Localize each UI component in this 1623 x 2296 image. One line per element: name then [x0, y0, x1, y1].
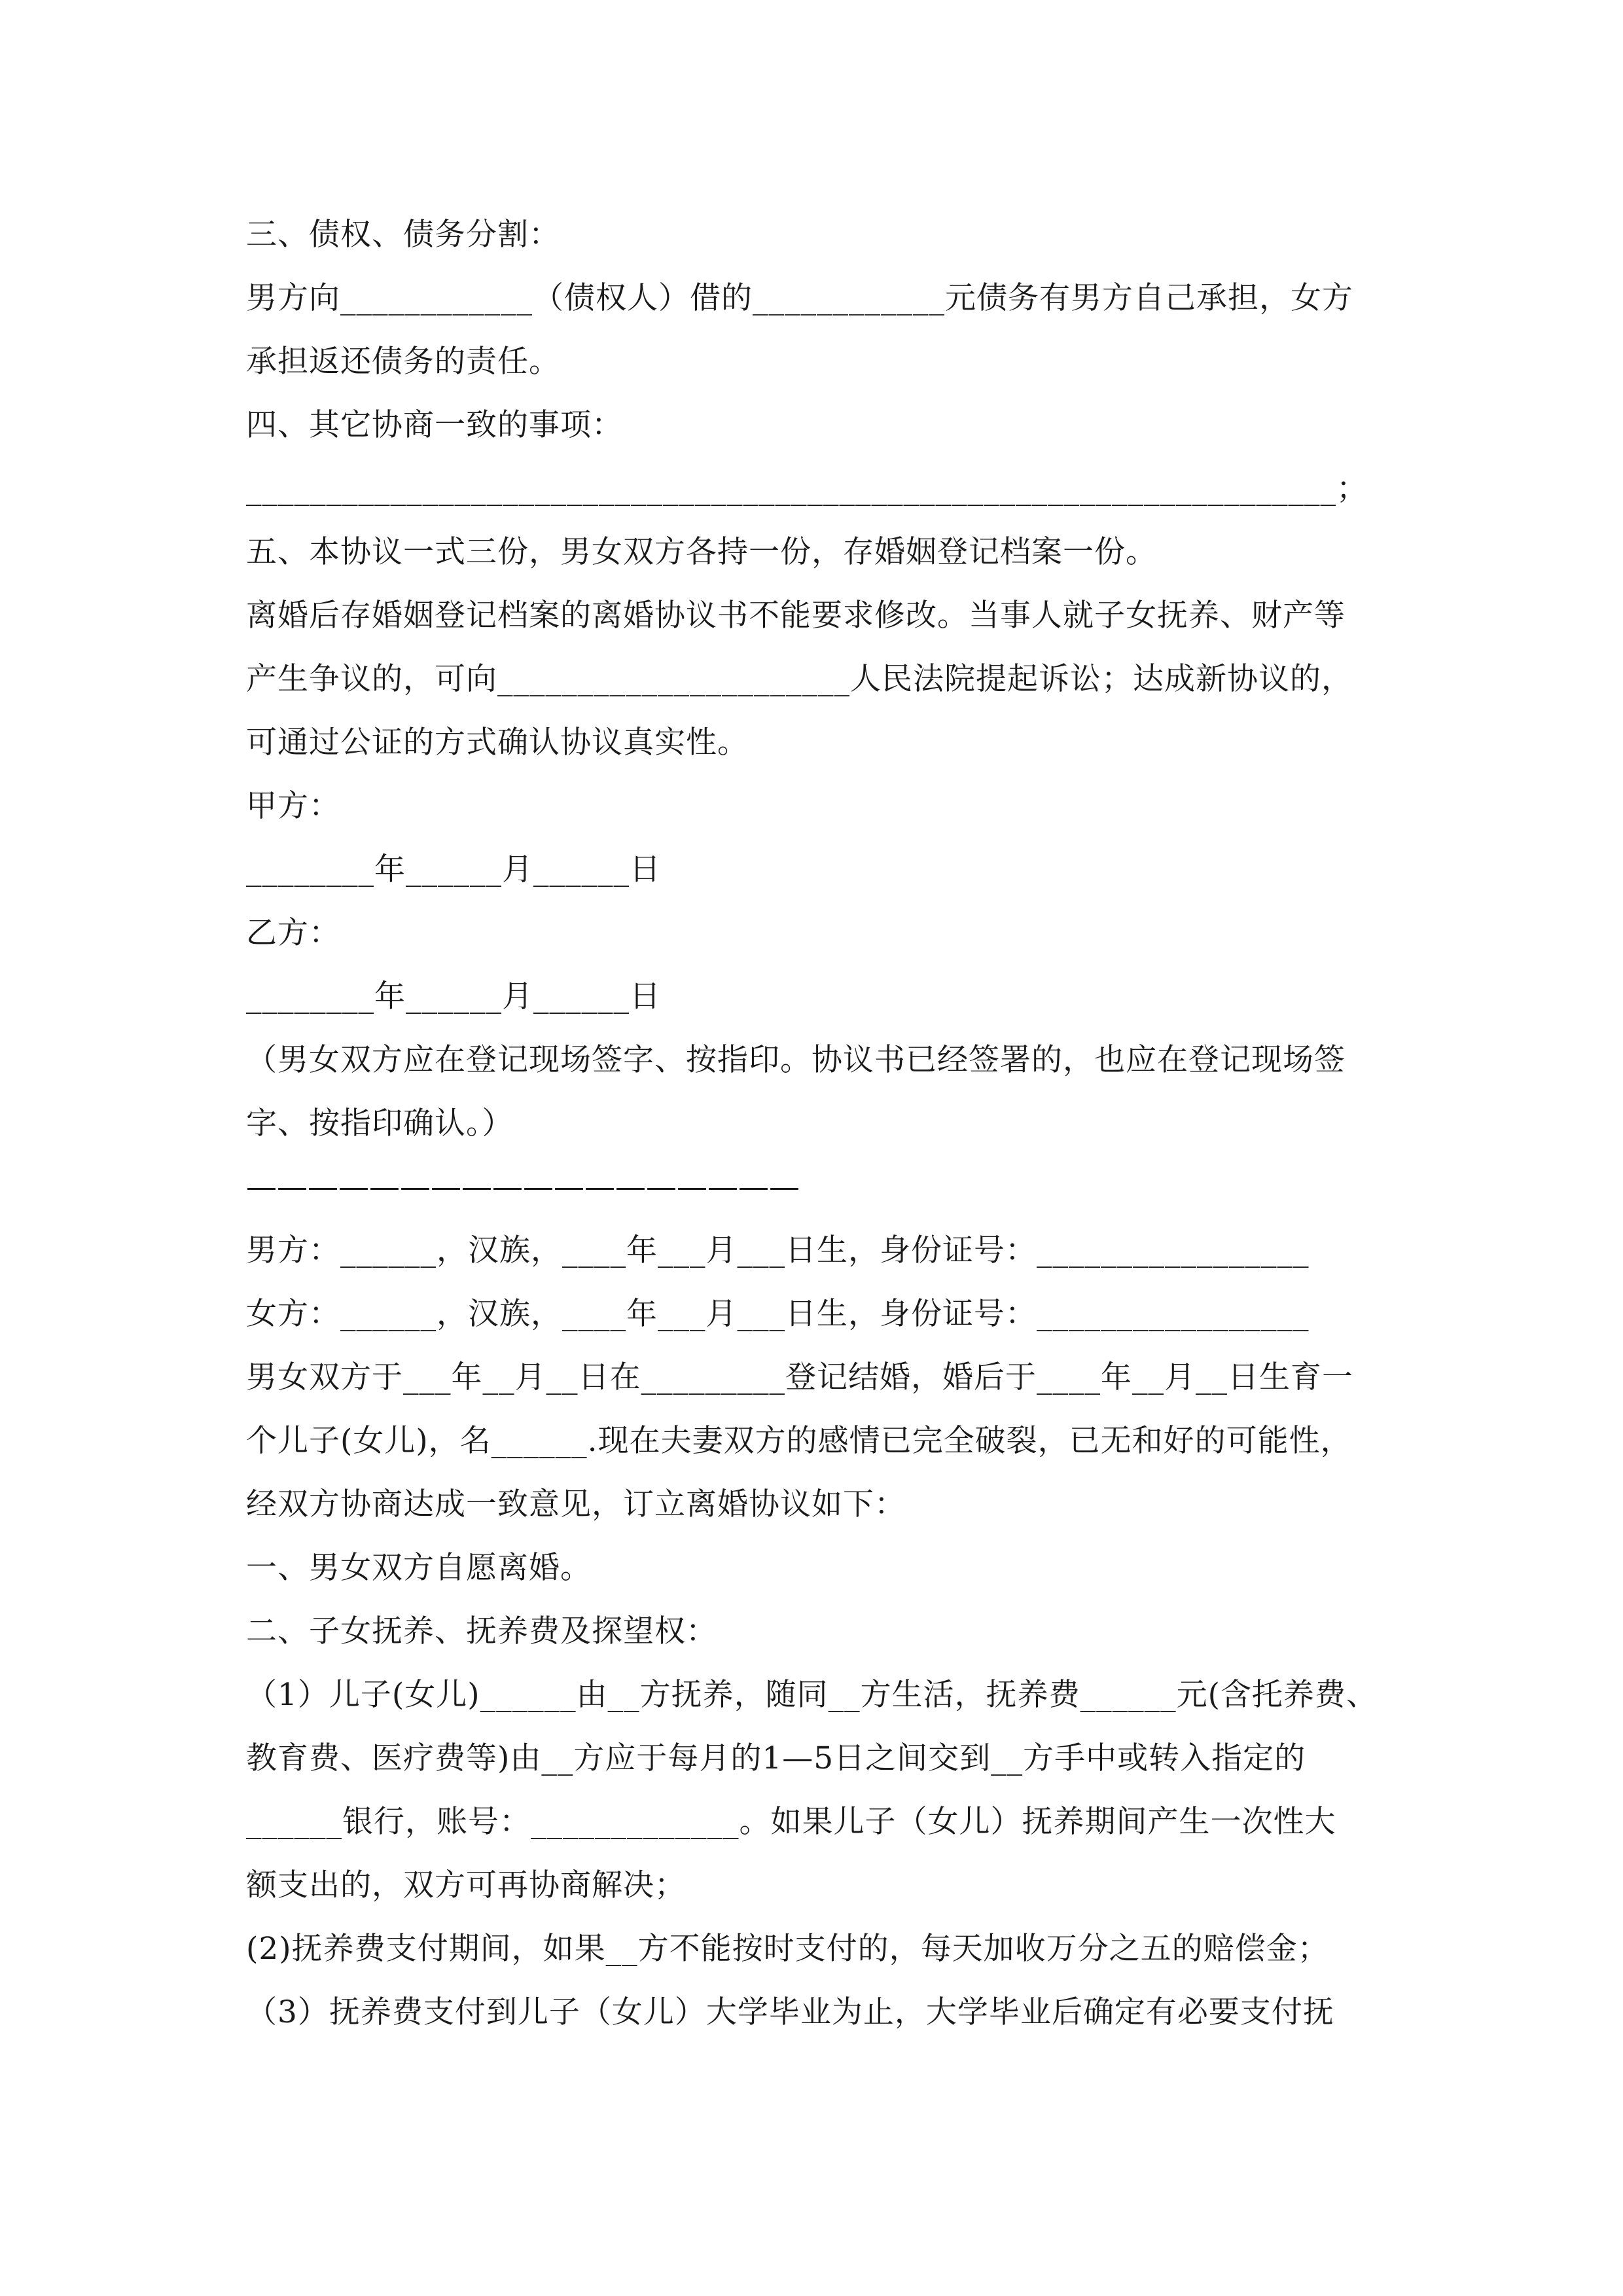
clause-line: 教育费、医疗费等)由__方应于每月的1—5日之间交到__方手中或转入指定的 — [246, 1740, 1306, 1776]
paragraph-line: 经双方协商达成一致意见，订立离婚协议如下： — [246, 1486, 906, 1522]
section-heading-divorce: 一、男女双方自愿离婚。 — [246, 1550, 592, 1586]
clause-line: 额支出的，双方可再协商解决； — [246, 1867, 686, 1903]
clause-line: (2)抚养费支付期间，如果__方不能按时支付的，每天加收万分之五的赔偿金； — [246, 1931, 1329, 1967]
paragraph-line: 个儿子(女儿)，名______.现在夫妻双方的感情已完全破裂，已无和好的可能性， — [246, 1423, 1352, 1459]
paragraph-line: 承担返还债务的责任。 — [246, 344, 560, 380]
party-b-date-line: ________年______月______日 — [246, 978, 661, 1014]
female-party-info-line: 女方：______，汉族，____年___月___日生，身份证号：_________________ — [246, 1296, 1310, 1332]
paragraph-line: 离婚后存婚姻登记档案的离婚协议书不能要求修改。当事人就子女抚养、财产等 — [246, 598, 1346, 634]
separator-dashes: —————————————————— — [246, 1169, 800, 1205]
clause-line: （3）抚养费支付到儿子（女儿）大学毕业为止，大学毕业后确定有必要支付抚 — [246, 1994, 1334, 2030]
document-body — [246, 203, 1385, 2044]
signing-note-line: （男女双方应在登记现场签字、按指印。协议书已经签署的，也应在登记现场签 — [246, 1042, 1346, 1078]
clause-line: ______银行，账号：_____________。如果儿子（女儿）抚养期间产生一次性大 — [246, 1804, 1336, 1840]
party-a-date-line: ________年______月______日 — [246, 852, 661, 888]
blank-fill-line: ____________________________________________________________________； — [246, 471, 1368, 507]
paragraph-line: 男方向____________（债权人）借的____________元债务有男方自己承担，女方 — [246, 280, 1353, 316]
signing-note-line: 字、按指印确认。） — [246, 1105, 514, 1141]
male-party-info-line: 男方：______，汉族，____年___月___日生，身份证号：_________________ — [246, 1232, 1310, 1268]
section-heading-other-matters: 四、其它协商一致的事项： — [246, 407, 623, 443]
party-a-label: 甲方： — [246, 788, 340, 824]
section-heading-child-support: 二、子女抚养、抚养费及探望权： — [246, 1613, 717, 1649]
paragraph-line: 产生争议的，可向______________________人民法院提起诉讼；达成新协议的， — [246, 661, 1353, 697]
section-heading-debts: 三、债权、债务分割： — [246, 217, 560, 253]
party-b-label: 乙方： — [246, 915, 340, 951]
paragraph-line: 可通过公证的方式确认协议真实性。 — [246, 725, 749, 761]
paragraph-line: 男女双方于___年__月__日在_________登记结婚，婚后于____年__月__日生育一 — [246, 1359, 1353, 1395]
section-heading-copies: 五、本协议一式三份，男女双方各持一份，存婚姻登记档案一份。 — [246, 534, 1157, 570]
clause-line: （1）儿子(女儿)______由__方抚养，随同__方生活，抚养费______元(含托养费、 — [246, 1677, 1378, 1713]
